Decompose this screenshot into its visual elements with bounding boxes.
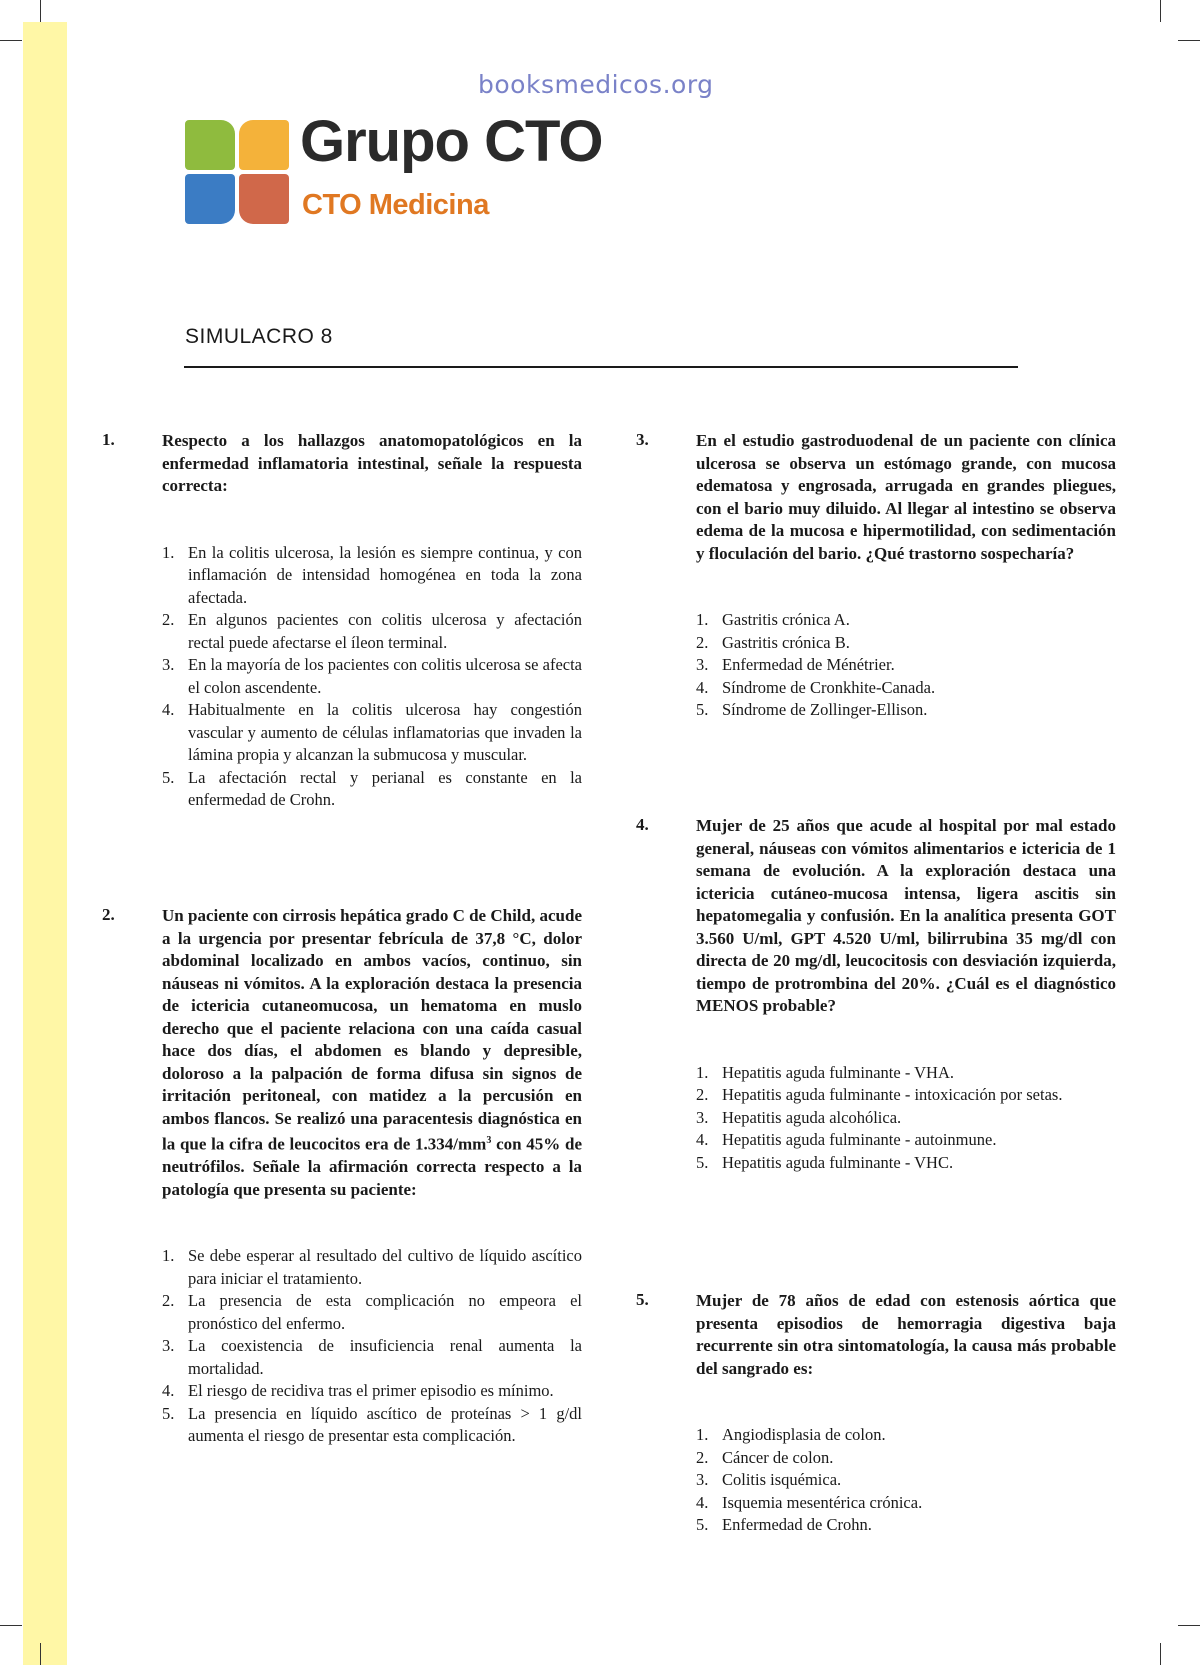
answer-option[interactable]: 2. Cáncer de colon. xyxy=(696,1447,834,1467)
answer-option[interactable]: 2. Hepatitis aguda fulminante - intoxicación por setas. xyxy=(696,1085,1063,1104)
crop-mark xyxy=(1178,40,1200,41)
question-number: 3. xyxy=(636,430,649,449)
question-stem: Mujer de 78 años de edad con estenosis aórtica que presenta episodios de hemorragia digestiva baja recurrente sin otra sintomatología, la causa más probable del sangrado es: xyxy=(696,1291,1116,1378)
answer-option[interactable]: 4. Hepatitis aguda fulminante - autoinmune. xyxy=(696,1130,997,1149)
question-stem: En el estudio gastroduodenal de un paciente con clínica ulcerosa se observa un estómago grande, con mucosa edematosa y engrosada, arrugada en grandes pliegues, con el bario muy diluido. Al llegar al intestino se observa edema de la mucosa e hipermotilidad, con sedimentación y floculación del bario. ¿Qué trastorno sospecharía? xyxy=(696,431,1116,563)
crop-mark xyxy=(0,1625,22,1626)
answer-option[interactable]: 5. La presencia en líquido ascítico de proteínas > 1 g/dl aumenta el riesgo de presentar esta complicación. xyxy=(162,1403,582,1446)
crop-mark xyxy=(0,40,22,41)
answer-options xyxy=(162,1245,582,1448)
brand-title: Grupo CTO xyxy=(300,109,603,174)
question-4 xyxy=(636,815,1116,1174)
answer-option[interactable]: 4. Isquemia mesentérica crónica. xyxy=(696,1492,923,1512)
question-3 xyxy=(636,430,1116,722)
answer-options xyxy=(696,609,1116,722)
brand-subtitle: CTO Medicina xyxy=(302,189,489,221)
crop-mark xyxy=(40,0,41,22)
answer-options xyxy=(696,1062,1116,1175)
logo-square-yellow xyxy=(239,120,289,170)
answer-option[interactable]: 3. En la mayoría de los pacientes con colitis ulcerosa se afecta el colon ascendente. xyxy=(162,655,583,697)
answer-option[interactable]: 5. La afectación rectal y perianal es constante en la enfermedad de Crohn. xyxy=(162,767,582,809)
answer-option[interactable]: 4. El riesgo de recidiva tras el primer episodio es mínimo. xyxy=(162,1381,554,1401)
answer-options xyxy=(162,542,582,812)
answer-option[interactable]: 1. Se debe esperar al resultado del cultivo de líquido ascítico para iniciar el tratamiento. xyxy=(162,1246,582,1288)
answer-option[interactable]: 5. Síndrome de Zollinger-Ellison. xyxy=(696,700,928,719)
answer-option[interactable]: 2. La presencia de esta complicación no empeora el pronóstico del enfermo. xyxy=(162,1291,582,1333)
crop-mark xyxy=(40,1643,41,1665)
crop-mark xyxy=(1178,1625,1200,1626)
answer-option[interactable]: 5. Enfermedad de Crohn. xyxy=(696,1515,872,1534)
question-1 xyxy=(102,430,583,812)
answer-option[interactable]: 1. Angiodisplasia de colon. xyxy=(696,1425,886,1444)
document-title: SIMULACRO 8 xyxy=(185,325,333,348)
question-5 xyxy=(636,1290,1116,1537)
page-edge-strip xyxy=(23,22,67,1665)
answer-option[interactable]: 4. Síndrome de Cronkhite-Canada. xyxy=(696,677,936,697)
question-number: 5. xyxy=(636,1290,649,1309)
question-stem: Respecto a los hallazgos anatomopatológicos en la enfermedad inflamatoria intestinal, señale la respuesta correcta: xyxy=(162,431,582,495)
answer-option[interactable]: 3. Enfermedad de Ménétrier. xyxy=(696,655,895,674)
answer-option[interactable]: 1. Gastritis crónica A. xyxy=(696,610,850,629)
answer-option[interactable]: 1. Hepatitis aguda fulminante - VHA. xyxy=(696,1062,955,1082)
answer-options xyxy=(696,1424,1116,1537)
watermark: booksmedicos.org xyxy=(478,70,714,99)
answer-option[interactable]: 3. Colitis isquémica. xyxy=(696,1470,842,1489)
question-stem: Mujer de 25 años que acude al hospital por mal estado general, náuseas con vómitos alimentarios e ictericia de 1 semana de evolución. A la exploración destaca una ictericia cutáneo-mucosa intensa, ligera ascitis sin hepatomegalia y confusión. En la analítica presenta GOT 3.560 U/ml, GPT 4.520 U/ml, bilirrubina 35 mg/dl con directa de 20 mg/dl, leucocitosis con desviación izquierda, tiempo de protrombina del 20%. ¿Cuál es el diagnóstico MENOS probable? xyxy=(696,816,1116,1015)
answer-option[interactable]: 2. En algunos pacientes con colitis ulcerosa y afectación rectal puede afectarse el íleon terminal. xyxy=(162,610,582,652)
answer-option[interactable]: 5. Hepatitis aguda fulminante - VHC. xyxy=(696,1152,954,1172)
question-2 xyxy=(102,905,583,1448)
title-divider xyxy=(184,366,1018,368)
answer-option[interactable]: 3. Hepatitis aguda alcohólica. xyxy=(696,1107,902,1127)
question-stem: Un paciente con cirrosis hepática grado C de Child, acude a la urgencia por presentar febrícula de 37,8 °C, dolor abdominal localizado en ambos vacíos, continuo, sin náuseas ni vómitos. A la exploración destaca la presencia de ictericia cutaneomucosa, un hematoma en muslo derecho que el paciente relaciona con una caída casual hace dos días, el abdomen es blando y depresible, doloroso a la palpación de forma difusa sin signos de irritación peritoneal, con matidez a la percusión en ambos flancos. Se realizó una paracentesis diagnóstica en la que la cifra de leucocitos era de $1.334/mm^3$ con 45% de neutrófilos. Señale la afirmación correcta respecto a la patología que presenta su paciente: xyxy=(162,906,583,1199)
question-number: 4. xyxy=(636,815,649,834)
logo-square-red xyxy=(239,174,289,224)
answer-option[interactable]: 1. En la colitis ulcerosa, la lesión es siempre continua, y con inflamación de intensidad homogénea en toda la zona afectada. xyxy=(162,542,582,607)
logo-square-green xyxy=(185,120,235,170)
question-number: 1. xyxy=(102,430,115,449)
question-number: 2. xyxy=(102,905,115,924)
answer-option[interactable]: 3. La coexistencia de insuficiencia renal aumenta la mortalidad. xyxy=(162,1336,582,1378)
crop-mark xyxy=(1160,1643,1161,1665)
logo-square-blue xyxy=(185,174,235,224)
crop-mark xyxy=(1160,0,1161,22)
answer-option[interactable]: 4. Habitualmente en la colitis ulcerosa hay congestión vascular y aumento de células inflamatorias que invaden la lámina propia y alcanzan la submucosa y muscular. xyxy=(162,700,582,764)
answer-option[interactable]: 2. Gastritis crónica B. xyxy=(696,632,850,652)
